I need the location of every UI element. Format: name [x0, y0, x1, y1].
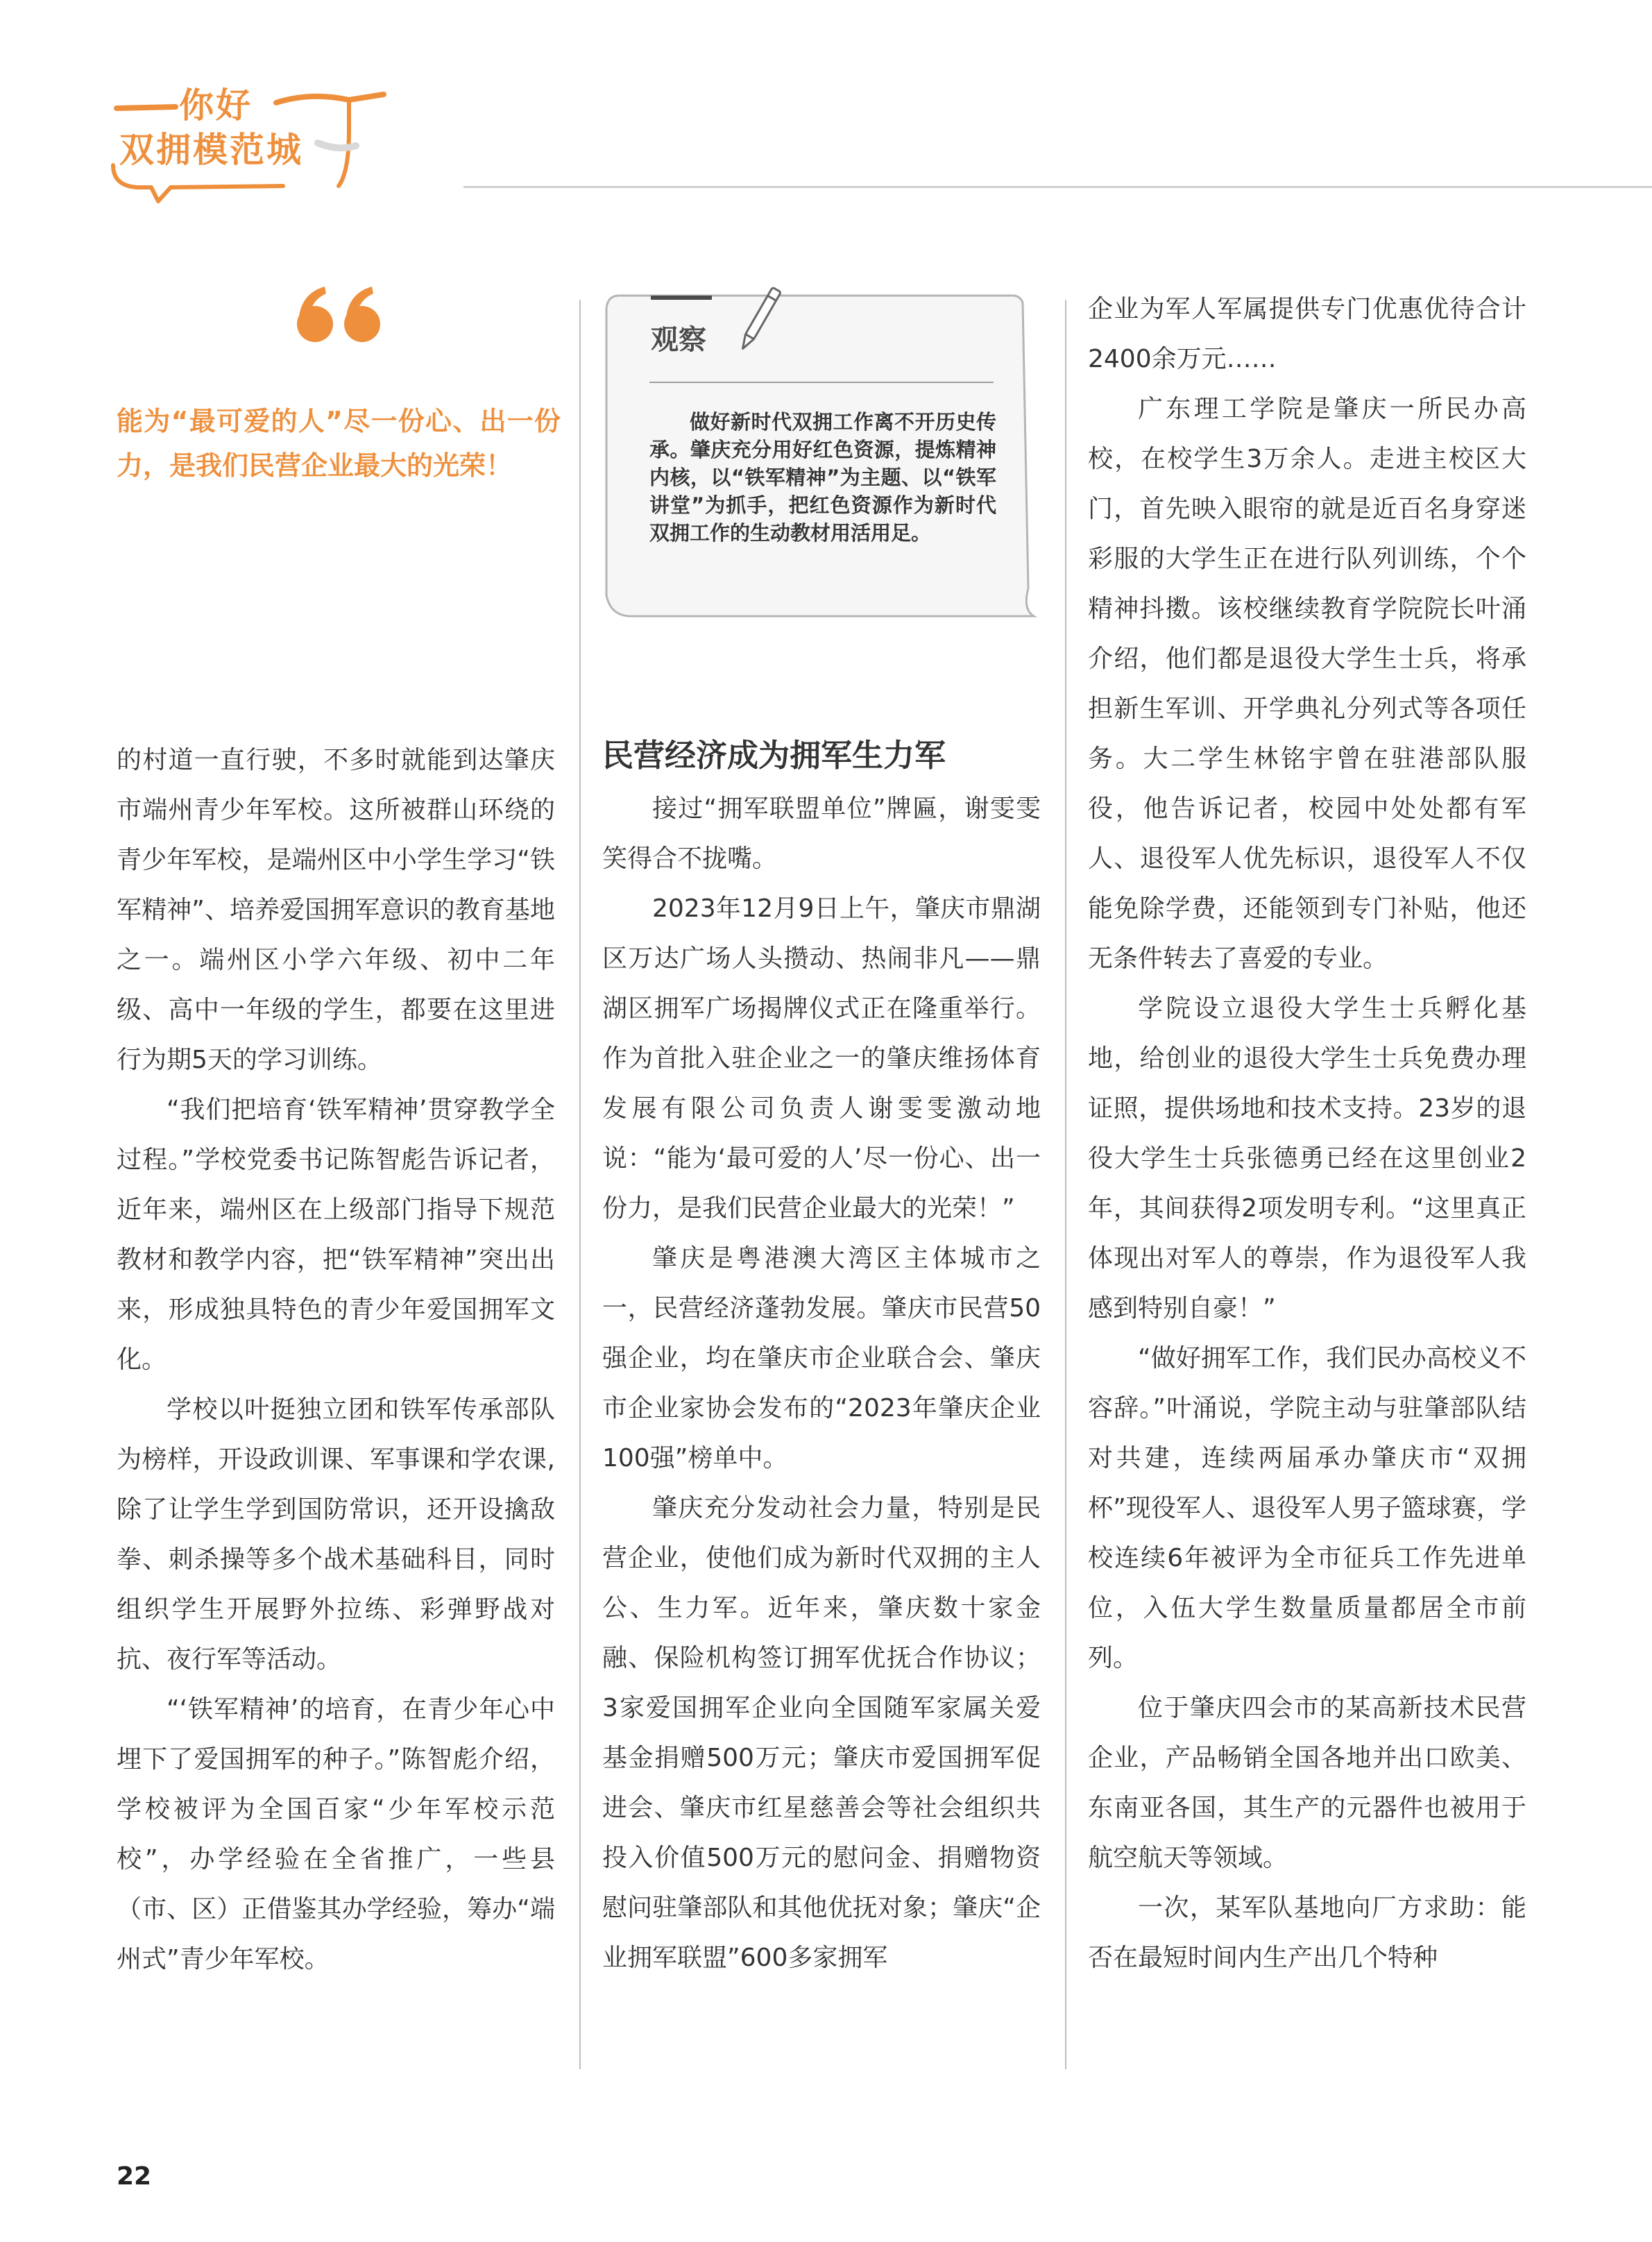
- paragraph: 肇庆充分发动社会力量，特别是民营企业，使他们成为新时代双拥的主人公、生力军。近年来，肇庆数十家金融、保险机构签订拥军优抚合作协议；3家爱国拥军企业向全国随军家属关爱基金捐赠500万元；肇庆市爱国拥军促进会、肇庆市红星慈善会等社会组织共投入价值500万元的慰问金、捐赠物资慰问驻肇部队和其他优抚对象；肇庆“企业拥军联盟”600多家拥军: [602, 1494, 1041, 1972]
- paragraph: “‘铁军精神’的培育，在青少年心中埋下了爱国拥军的种子。”陈智彪介绍，学校被评为全国百家“少年军校示范校”，办学经验在全省推广，一些县（市、区）正借鉴其办学经验，筹办“端州式”青少年军校。: [117, 1695, 555, 1973]
- observe-text: [649, 408, 996, 547]
- header-rule: [463, 186, 1652, 188]
- section-heading: 民营经济成为拥军生力军: [602, 737, 946, 774]
- paragraph: 企业为军人军属提供专门优惠优待合计2400余万元……: [1088, 295, 1526, 373]
- pull-quote-text: 能为“最可爱的人”尽一份心、出一份力，是我们民营企业最大的光荣！: [117, 406, 561, 481]
- column-divider: [579, 300, 581, 2069]
- paragraph: 接过“拥军联盟单位”牌匾，谢雯雯笑得合不拢嘴。: [602, 795, 1041, 873]
- observe-paragraph: 做好新时代双拥工作离不开历史传承。肇庆充分用好红色资源，提炼精神内核，以“铁军精神”为主题、以“铁军讲堂”为抓手，把红色资源作为新时代双拥工作的生动教材用活用足。: [649, 410, 996, 545]
- observe-title: 观察: [651, 324, 706, 356]
- body-column-1: [117, 736, 555, 1985]
- paragraph: 位于肇庆四会市的某高新技术民营企业，产品畅销全国各地并出口欧美、东南亚各国，其生产的元器件也被用于航空航天等领域。: [1088, 1694, 1526, 1872]
- header-title-line1: 你好: [179, 85, 253, 126]
- paragraph: 广东理工学院是肇庆一所民办高校，在校学生3万余人。走进主校区大门，首先映入眼帘的就是近百名身穿迷彩服的大学生正在进行队列训练，个个精神抖擞。该校继续教育学院院长叶涌介绍，他们都是退役大学生士兵，将承担新生军训、开学典礼分列式等各项任务。大二学生林铭宇曾在驻港部队服役，他告诉记者，校园中处处都有军人、退役军人优先标识，退役军人不仅能免除学费，还能领到专门补贴，他还无条件转去了喜爱的专业。: [1088, 395, 1526, 973]
- paragraph: “做好拥军工作，我们民办高校义不容辞。”叶涌说，学院主动与驻肇部队结对共建，连续两届承办肇庆市“双拥杯”现役军人、退役军人男子篮球赛，学校连续6年被评为全市征兵工作先进单位，入伍大学生数量质量都居全市前列。: [1088, 1344, 1526, 1672]
- paragraph: 的村道一直行驶，不多时就能到达肇庆市端州青少年军校。这所被群山环绕的青少年军校，是端州区中小学生学习“铁军精神”、培养爱国拥军意识的教育基地之一。端州区小学六年级、初中二年级、高中一年级的学生，都要在这里进行为期5天的学习训练。: [117, 746, 555, 1074]
- body-column-2: [602, 784, 1041, 1983]
- quote-mark-icon: [291, 274, 389, 371]
- header-title-line2: 双拥模范城: [119, 130, 303, 170]
- column-divider: [1065, 300, 1066, 2069]
- observe-title-rule: [649, 382, 994, 383]
- paragraph: 肇庆是粤港澳大湾区主体城市之一，民营经济蓬勃发展。肇庆市民营50强企业，均在肇庆市企业联合会、肇庆市企业家协会发布的“2023年肇庆企业100强”榜单中。: [602, 1244, 1041, 1472]
- page-number: 22: [117, 2162, 152, 2191]
- paragraph: 2023年12月9日上午，肇庆市鼎湖区万达广场人头攒动、热闹非凡——鼎湖区拥军广场揭牌仪式正在隆重举行。作为首批入驻企业之一的肇庆维扬体育发展有限公司负责人谢雯雯激动地说：“能为‘最可爱的人’尽一份心、出一份力，是我们民营企业最大的光荣！”: [602, 894, 1041, 1223]
- pen-icon: [735, 281, 784, 357]
- paragraph: 学校以叶挺独立团和铁军传承部队为榜样，开设政训课、军事课和学农课,除了让学生学到国防常识，还开设擒敌拳、刺杀操等多个战术基础科目，同时组织学生开展野外拉练、彩弹野战对抗、夜行军等活动。: [117, 1395, 555, 1674]
- body-column-3: [1088, 285, 1526, 1983]
- paragraph: 学院设立退役大学生士兵孵化基地，给创业的退役大学生士兵免费办理证照，提供场地和技术支持。23岁的退役大学生士兵张德勇已经在这里创业2年，其间获得2项发明专利。“这里真正体现出对军人的尊崇，作为退役军人我感到特别自豪！”: [1088, 994, 1526, 1323]
- paragraph: “我们把培育‘铁军精神’贯穿教学全过程。”学校党委书记陈智彪告诉记者，近年来，端州区在上级部门指导下规范教材和教学内容，把“铁军精神”突出出来，形成独具特色的青少年爱国拥军文化。: [117, 1096, 555, 1374]
- paragraph: 一次，某军队基地向厂方求助：能否在最短时间内生产出几个特种: [1088, 1894, 1526, 1972]
